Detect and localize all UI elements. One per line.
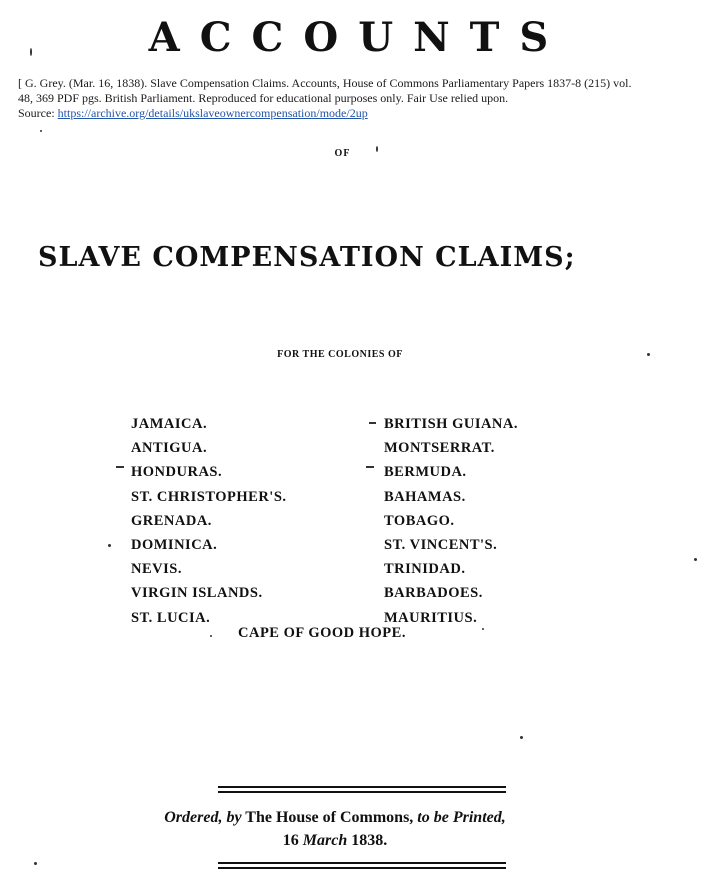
- colonies-right-column: [384, 412, 518, 630]
- colony-item: VIRGIN ISLANDS.: [131, 585, 263, 602]
- colony-item: BRITISH GUIANA.: [384, 416, 518, 432]
- scan-speck: [647, 353, 650, 356]
- document-subtitle: SLAVE COMPENSATION CLAIMS;: [38, 242, 576, 273]
- colony-item: TOBAGO.: [384, 512, 455, 529]
- scan-speck: [366, 466, 374, 468]
- date-year: 1838.: [351, 832, 388, 849]
- colony-item: BERMUDA.: [384, 464, 467, 481]
- order-date: [0, 832, 670, 850]
- colony-item: HONDURAS.: [131, 464, 223, 481]
- divider-rule: [218, 862, 506, 864]
- colony-item: BAHAMAS.: [384, 488, 466, 505]
- colony-item: MONTSERRAT.: [384, 440, 495, 457]
- for-colonies-label: FOR THE COLONIES OF: [277, 349, 403, 360]
- citation-text: [ G. Grey. (Mar. 16, 1838). Slave Compensation Claims. Accounts, House of Commons Parliamentary Papers 1837-8 (215) vol. 48, 369 PDF pgs. British Parliament. Reproduced for educational purposes only. Fair Use relied upon.: [18, 76, 632, 105]
- divider-rule: [218, 786, 506, 788]
- colony-item: NEVIS.: [131, 561, 182, 578]
- colony-item: TRINIDAD.: [384, 561, 466, 578]
- date-day: 16: [282, 832, 299, 849]
- date-month: March: [302, 832, 348, 849]
- document-title: ACCOUNTS: [148, 14, 569, 61]
- ordered-part-3: to be Printed,: [417, 809, 506, 826]
- of-label: OF: [334, 148, 351, 159]
- scan-speck: [694, 558, 697, 561]
- colony-item: GRENADA.: [131, 512, 212, 529]
- colony-item-final: CAPE OF GOOD HOPE.: [238, 625, 406, 641]
- scan-speck: [482, 628, 484, 630]
- colony-item: DOMINICA.: [131, 536, 218, 553]
- scan-speck: [369, 422, 376, 424]
- ordered-part-2: The House of Commons,: [245, 809, 414, 826]
- scan-speck: [30, 48, 32, 56]
- scan-speck: [108, 544, 111, 547]
- colony-item: MAURITIUS.: [384, 609, 478, 626]
- colony-item: ST. VINCENT'S.: [384, 536, 498, 553]
- ordered-part-1: Ordered, by: [164, 809, 242, 826]
- colony-item: ST. LUCIA.: [131, 609, 211, 626]
- colony-item: JAMAICA.: [131, 416, 208, 432]
- ordered-statement: [0, 806, 670, 830]
- scan-speck: [40, 130, 42, 132]
- source-label: Source:: [18, 106, 55, 120]
- citation-note: [18, 76, 638, 121]
- scan-speck: [376, 146, 378, 152]
- colony-item: ST. CHRISTOPHER'S.: [131, 488, 287, 505]
- scan-speck: [520, 736, 523, 739]
- divider-rule: [218, 867, 506, 869]
- colony-item: ANTIGUA.: [131, 440, 208, 457]
- colony-item: BARBADOES.: [384, 585, 483, 602]
- divider-rule: [218, 791, 506, 793]
- colonies-left-column: [131, 412, 287, 630]
- source-link[interactable]: https://archive.org/details/ukslaveownercompensation/mode/2up: [57, 106, 368, 120]
- scan-speck: [210, 635, 212, 637]
- scan-speck: [34, 862, 37, 865]
- scan-speck: [116, 466, 124, 468]
